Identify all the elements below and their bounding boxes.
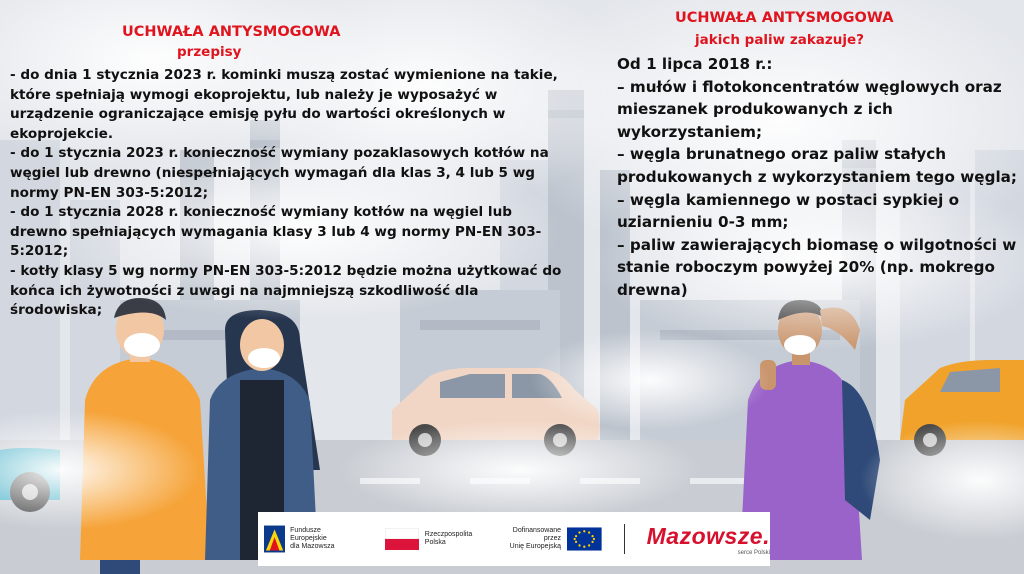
- unia-europejska-logo: [496, 512, 601, 566]
- banned-fuels-text: [617, 53, 1017, 302]
- right-title: UCHWAŁA ANTYSMOGOWA: [675, 10, 894, 26]
- regulation-item: - kotły klasy 5 wg normy PN-EN 303-5:2012 będzie można użytkować do końca ich żywotności z uwagi na najmniejszą szkodliwość dla środowiska;: [10, 262, 562, 319]
- fe-logo-icon: [264, 525, 285, 553]
- mazowsze-tagline: serce Polski: [737, 549, 770, 556]
- left-subtitle: przepisy: [177, 44, 242, 60]
- banned-fuel-item: – mułów i flotokoncentratów węglowych oraz mieszanek produkowanych z ich wykorzystaniem;: [617, 77, 1002, 141]
- left-title: UCHWAŁA ANTYSMOGOWA: [122, 24, 341, 40]
- mazowsze-logo: [647, 512, 770, 566]
- fe-line2: dla Mazowsza: [290, 543, 335, 550]
- ue-line1: Dofinansowane przez: [512, 527, 562, 542]
- regulation-item: - do 1 stycznia 2023 r. konieczność wymiany pozaklasowych kotłów na węgiel lub drewno (niespełniających wymagań dla klas 3, 4 lub 5 wg normy PN-EN 303-5:2012;: [10, 145, 549, 201]
- banned-fuel-item: – węgla kamiennego w postaci sypkiej o uziarnieniu 0-3 mm;: [617, 190, 960, 232]
- banned-fuel-item: – paliw zawierających biomasę o wilgotności w stanie roboczym powyżej 20% (np. mokrego drewna): [617, 235, 1017, 299]
- banned-fuel-item: – węgla brunatnego oraz paliw stałych produkowanych z wykorzystaniem tego węgla;: [617, 145, 1017, 186]
- polish-flag-icon: [385, 528, 419, 550]
- regulations-text: [10, 66, 570, 321]
- mazowsze-wordmark: Mazowsze.: [646, 522, 770, 549]
- fe-line1: Fundusze Europejskie: [290, 527, 327, 542]
- rzeczpospolita-polska-logo: [385, 512, 472, 566]
- banned-fuels-intro: Od 1 lipca 2018 r.:: [617, 55, 773, 73]
- rp-line1: Rzeczpospolita: [424, 531, 473, 538]
- funding-logo-bar: [258, 512, 770, 566]
- logo-divider: [624, 524, 625, 554]
- eu-flag-icon: [567, 527, 602, 551]
- ue-line2: Unię Europejską: [509, 543, 562, 550]
- right-subtitle: jakich paliw zakazuje?: [695, 32, 864, 48]
- fundusze-europejskie-logo: [264, 512, 357, 566]
- regulation-item: - do dnia 1 stycznia 2023 r. kominki muszą zostać wymienione na takie, które spełniają wymogi ekoprojektu, lub należy je wyposażyć w urządzenie ograniczające emisję pyłu do wartości określonych w ekoprojekcie.: [10, 67, 558, 142]
- regulation-item: - do 1 stycznia 2028 r. konieczność wymiany kotłów na węgiel lub drewno spełniających wymagania klasy 3 lub 4 wg normy PN-EN 303-5:2012;: [10, 204, 542, 260]
- rp-line2: Polska: [424, 539, 446, 546]
